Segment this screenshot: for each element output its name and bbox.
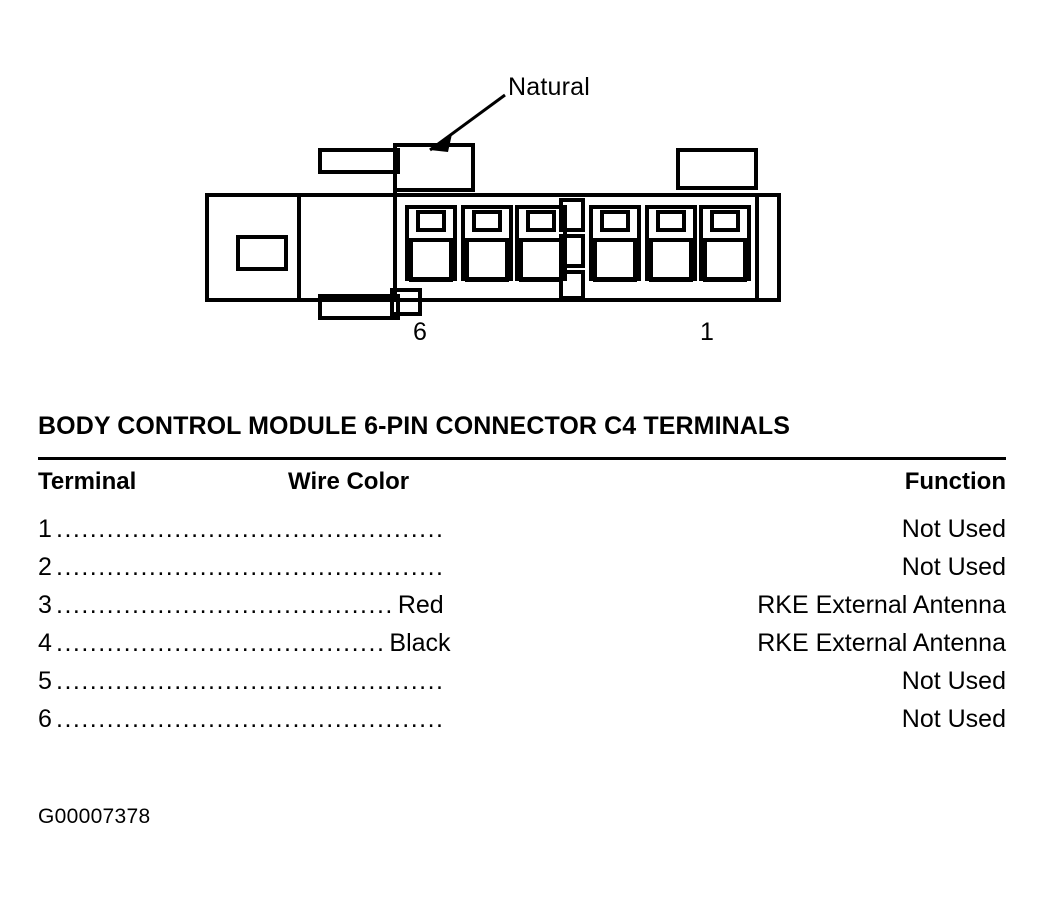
- callout-label-natural: Natural: [508, 73, 590, 101]
- table-body: [38, 506, 1006, 738]
- leader-dots-left: ........................................: [56, 591, 394, 619]
- cell-terminal: 6: [38, 705, 52, 733]
- table-row: [38, 586, 1006, 624]
- leader-dots-left: .......................................: [56, 629, 386, 657]
- cavity-4: [517, 207, 565, 280]
- cavity-2: [647, 207, 695, 280]
- header-terminal: Terminal: [38, 468, 137, 495]
- pin-label-6: 6: [413, 318, 427, 346]
- cell-terminal: 3: [38, 591, 52, 619]
- cavity-5: [463, 207, 511, 280]
- cell-function: RKE External Antenna: [757, 629, 1006, 657]
- cell-wire-color: Black: [389, 629, 451, 657]
- pin-label-1: 1: [700, 318, 714, 346]
- table-row: [38, 510, 1006, 548]
- left-end-slot: [238, 237, 286, 269]
- cell-terminal: 2: [38, 553, 52, 581]
- table-row: [38, 624, 1006, 662]
- top-right-tab: [678, 150, 756, 188]
- cavity-1: [701, 207, 749, 280]
- header-function: Function: [904, 468, 1006, 495]
- table-row: [38, 548, 1006, 586]
- cavity-3: [591, 207, 639, 280]
- cavity-6: [407, 207, 455, 280]
- top-left-tab: [320, 150, 398, 172]
- terminals-table: [38, 410, 1006, 738]
- table-row: [38, 662, 1006, 700]
- table-header-row: [38, 460, 1006, 506]
- cell-terminal: 4: [38, 629, 52, 657]
- cell-function: Not Used: [901, 553, 1006, 581]
- leader-dots-left: ..............................................: [56, 705, 445, 733]
- table-row: [38, 700, 1006, 738]
- connector-diagram: [0, 0, 1046, 370]
- cell-function: RKE External Antenna: [757, 591, 1006, 619]
- leader-dots-left: ..............................................: [56, 553, 445, 581]
- cell-function: Not Used: [901, 667, 1006, 695]
- figure-id-code: G00007378: [38, 805, 151, 828]
- cell-wire-color: Red: [397, 591, 444, 619]
- cell-terminal: 5: [38, 667, 52, 695]
- leader-dots-left: ..............................................: [56, 667, 445, 695]
- leader-dots-left: ..............................................: [56, 515, 445, 543]
- top-latch: [395, 145, 473, 190]
- cell-terminal: 1: [38, 515, 52, 543]
- connector-drawing-svg: [0, 0, 1046, 370]
- callout-arrow-line: [430, 95, 505, 150]
- cell-function: Not Used: [901, 705, 1006, 733]
- table-title: BODY CONTROL MODULE 6-PIN CONNECTOR C4 TERMINALS: [38, 412, 791, 440]
- cell-function: Not Used: [901, 515, 1006, 543]
- header-wire-color: Wire Color: [288, 468, 410, 495]
